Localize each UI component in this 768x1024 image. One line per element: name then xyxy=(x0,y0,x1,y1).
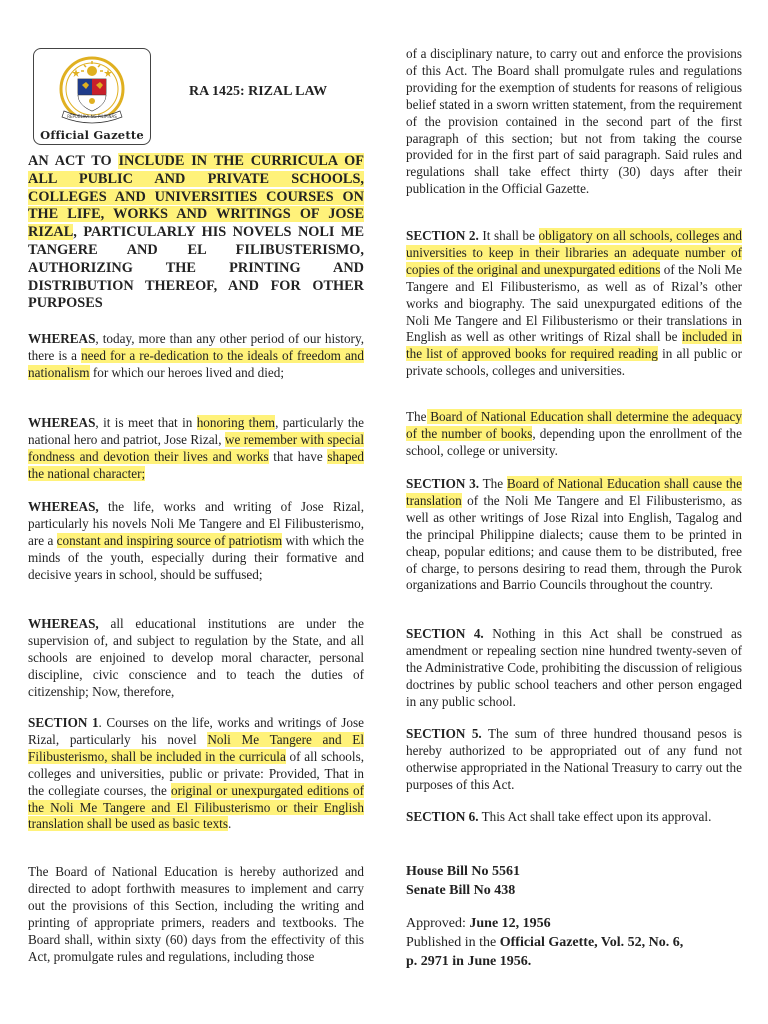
law-title: RA 1425: RIZAL LAW xyxy=(189,84,328,99)
section-5-paragraph: SECTION 5. The sum of three hundred thousand pesos is hereby authorized to be appropriated out of any fund not otherwise appropriated in the National Treasury to carry out the purposes of this Act. xyxy=(406,726,742,792)
section-3-paragraph: SECTION 3. The Board of National Education shall cause the translation of the Noli Me Tangere and El Filibusterismo, as well as other writings of Jose Rizal into English, Tagalog and the principal Philippine dialects; cause them to be printed in cheap, popular editions; and cause them to be distributed, free of charge, to persons desiring to read them, through the Purok organizations and Barrio Councils throughout the country. xyxy=(406,476,742,593)
senate-bill: Senate Bill No 438 xyxy=(406,883,516,898)
logo-caption: Official Gazette xyxy=(40,128,144,142)
board-determine-paragraph: The Board of National Education shall determine the adequacy of the number of books, depending upon the enrollment of the school, college or university. xyxy=(406,409,742,458)
section-2-paragraph: SECTION 2. It shall be obligatory on all schools, colleges and universities to keep in their libraries an adequate number of copies of the original and unexpurgated editions of the Noli Me Tangere and El Filibusterismo, as well as of Rizal’s other works and biography. The said unexpurgated editions of the Noli Me Tangere and El Filibusterismo or their translations in English as well as other writings of Rizal shall be included in the list of approved books for required reading in all public or private schools, colleges and universities. xyxy=(406,228,743,379)
official-gazette-logo xyxy=(33,48,151,145)
section-1-paragraph: SECTION 1. Courses on the life, works and writings of Jose Rizal, particularly his novel Noli Me Tangere and El Filibusterismo, shall be included in the curricula of all schools, colleges and universities, public or private: Provided, That in the collegiate courses, the original or unexpurgated editions of the Noli Me Tangere and El Filibusterismo or their English translation shall be used as basic texts. xyxy=(28,715,365,832)
bill-numbers xyxy=(406,862,742,900)
published-line: Published in the Official Gazette, Vol. 52, No. 6, xyxy=(406,935,684,950)
continuation-paragraph: of a disciplinary nature, to carry out and enforce the provisions of this Act. The Board shall promulgate rules and regulations providing for the exemption of students for reasons of religious belief stated in a sworn written statement, from the requirement of the provision contained in the second part of the first paragraph of this section; but not from taking the course provided for in the first part of said paragraph. Said rules and regulations shall take effect thirty (30) days after their publication in the Official Gazette. xyxy=(406,46,742,197)
published-page: p. 2971 in June 1956. xyxy=(406,954,532,969)
section-4-paragraph: SECTION 4. Nothing in this Act shall be construed as amendment or repealing section nine hundred twenty-seven of the Administrative Code, prohibiting the discussion of religious doctrines by public school teachers and other person engaged in any public school. xyxy=(406,626,742,709)
whereas-paragraph-4: WHEREAS, all educational institutions are under the supervision of, and subject to regulation by the State, and all schools are enjoined to develop moral character, personal discipline, civic conscience and to teach the duties of citizenship; Now, therefore, xyxy=(28,616,364,699)
section-6-paragraph: SECTION 6. This Act shall take effect upon its approval. xyxy=(406,809,712,824)
logo-ribbon-text: REPUBLIKA NG PILIPINAS xyxy=(67,114,117,119)
board-paragraph: The Board of National Education is hereby authorized and directed to adopt forthwith measures to implement and carry out the provisions of this Section, including the writing and printing of appropriate primers, readers and textbooks. The Board shall, within sixty (60) days from the effectivity of this Act, promulgate rules and regulations, including those xyxy=(28,864,364,964)
whereas-paragraph-3: WHEREAS, the life, works and writing of Jose Rizal, particularly his novels Noli Me Tangere and El Filibusterismo, are a constant and inspiring source of patriotism with which the minds of the youth, especially during their formative and decisive years in school, should be suffused; xyxy=(28,499,365,582)
highlight: INCLUDE IN THE CURRICULA OF ALL PUBLIC AND PRIVATE SCHOOLS, COLLEGES AND UNIVERSITIES COURSES ON THE LIFE, WORKS AND WRITINGS OF JOSE RIZAL xyxy=(28,153,364,241)
whereas-paragraph-1: WHEREAS, today, more than any other period of our history, there is a need for a re-dedication to the ideals of freedom and nationalism for which our heroes lived and died; xyxy=(28,331,364,380)
approval-block xyxy=(406,914,742,971)
act-title: AN ACT TO INCLUDE IN THE CURRICULA OF ALL PUBLIC AND PRIVATE SCHOOLS, COLLEGES AND UNIVERSITIES COURSES ON THE LIFE, WORKS AND WRITINGS OF JOSE RIZAL, PARTICULARLY HIS NOVELS NOLI ME TANGERE AND EL FILIBUSTERISMO, AUTHORIZING THE PRINTING AND DISTRIBUTION THEREOF, AND FOR OTHER PURPOSES xyxy=(28,153,364,312)
house-bill: House Bill No 5561 xyxy=(406,864,520,879)
approved-line: Approved: June 12, 1956 xyxy=(406,916,551,931)
whereas-paragraph-2: WHEREAS, it is meet that in honoring them, particularly the national hero and patriot, Jose Rizal, we remember with special fondness and devotion their lives and works that have shaped the national character; xyxy=(28,415,365,481)
